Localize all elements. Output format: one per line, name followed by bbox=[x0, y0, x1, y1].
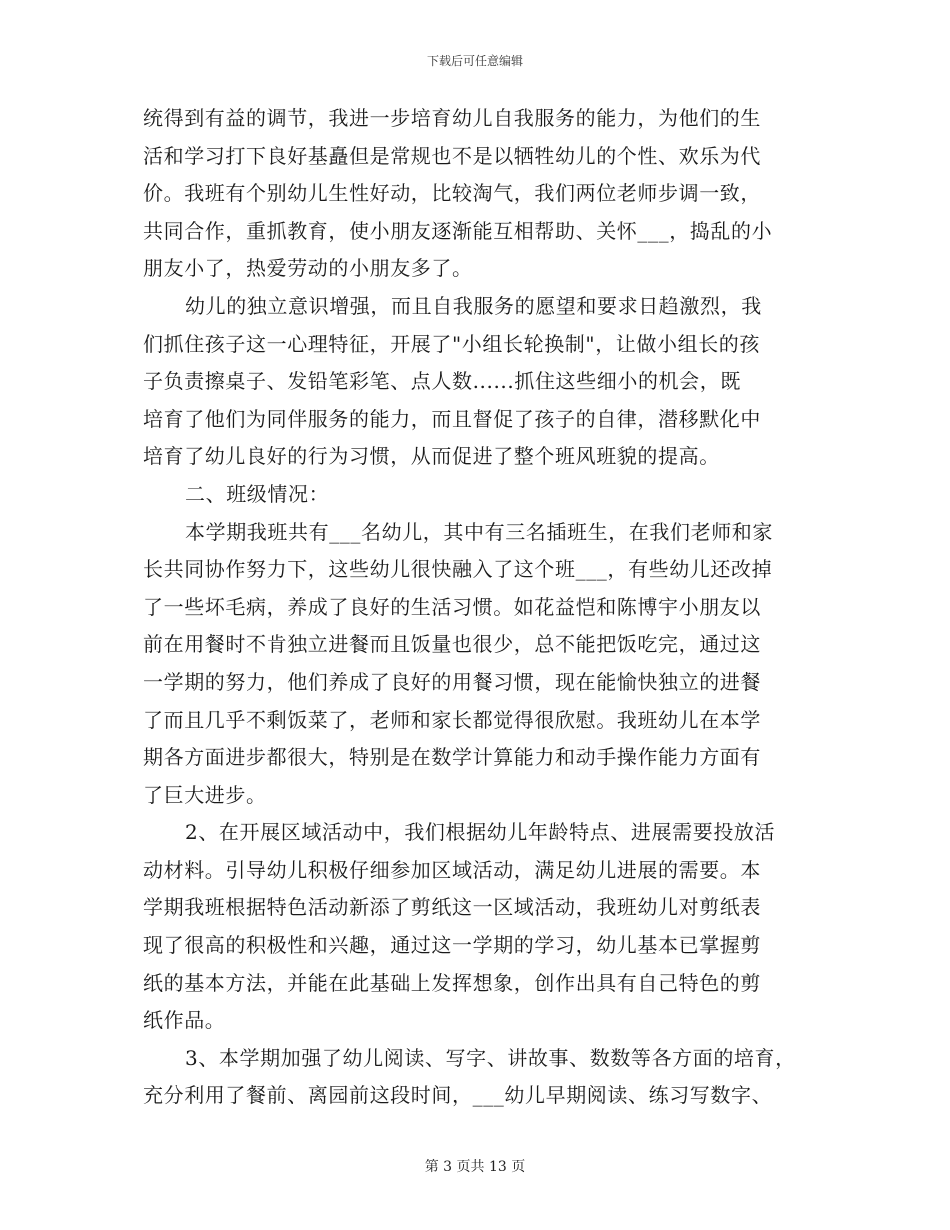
paragraph-line: 纸的基本方法，并能在此基础上发挥想象，创作出具有自己特色的剪 bbox=[143, 970, 761, 995]
paragraph-line: 幼儿的独立意识增强，而且自我服务的愿望和要求日趋激烈，我 bbox=[185, 293, 762, 318]
paragraph-line: 2、在开展区域活动中，我们根据幼儿年龄特点、进展需要投放活 bbox=[185, 820, 776, 845]
paragraph-line: 现了很高的积极性和兴趣，通过这一学期的学习，幼儿基本已掌握剪 bbox=[143, 933, 761, 958]
paragraph-line: 培育了幼儿良好的行为习惯，从而促进了整个班风班貌的提高。 bbox=[143, 444, 720, 469]
paragraph-line: 前在用餐时不肯独立进餐而且饭量也很少，总不能把饭吃完，通过这 bbox=[143, 632, 761, 657]
paragraph-line: 动材料。引导幼儿积极仔细参加区域活动，满足幼儿进展的需要。本 bbox=[143, 857, 761, 882]
paragraph-line: 学期我班根据特色活动新添了剪纸这一区域活动，我班幼儿对剪纸表 bbox=[143, 895, 761, 920]
document-body bbox=[143, 100, 803, 1115]
paragraph-line: 们抓住孩子这一心理特征，开展了"小组长轮换制"，让做小组长的孩 bbox=[143, 331, 760, 356]
paragraph-line: 统得到有益的调节，我进一步培育幼儿自我服务的能力，为他们的生 bbox=[143, 106, 761, 130]
paragraph-line: 了而且几乎不剩饭菜了，老师和家长都觉得很欣慰。我班幼儿在本学 bbox=[143, 707, 761, 732]
page-header: 下载后可任意编辑 bbox=[426, 54, 523, 68]
paragraph-line: 价。我班有个别幼儿生性好动，比较淘气，我们两位老师步调一致， bbox=[143, 181, 761, 206]
paragraph-line: 长共同协作努力下，这些幼儿很快融入了这个班___，有些幼儿还改掉 bbox=[143, 557, 773, 582]
paragraph-line: 期各方面进步都很大，特别是在数学计算能力和动手操作能力方面有 bbox=[143, 745, 761, 770]
paragraph-line: 一学期的努力，他们养成了良好的用餐习惯，现在能愉快独立的进餐 bbox=[143, 669, 761, 694]
paragraph-line: 朋友小了，热爱劳动的小朋友多了。 bbox=[143, 256, 473, 281]
paragraph-line: 充分利用了餐前、离园前这段时间，___幼儿早期阅读、练习写数字、 bbox=[143, 1083, 773, 1108]
paragraph-line: 共同合作，重抓教育，使小朋友逐渐能互相帮助、关怀___，捣乱的小 bbox=[143, 218, 773, 243]
paragraph-line: 3、本学期加强了幼儿阅读、写字、讲故事、数数等各方面的培育， bbox=[185, 1045, 796, 1070]
paragraph-line: 活和学习打下良好基矗但是常规也不是以牺牲幼儿的个性、欢乐为代 bbox=[143, 143, 761, 168]
paragraph-line: 了一些坏毛病，养成了良好的生活习惯。如花益恺和陈博宇小朋友以 bbox=[143, 594, 761, 619]
paragraph-line: 子负责擦桌子、发铅笔彩笔、点人数......抓住这些细小的机会，既 bbox=[143, 369, 741, 394]
paragraph-line: 纸作品。 bbox=[143, 1008, 226, 1033]
paragraph-line: 培育了他们为同伴服务的能力，而且督促了孩子的自律，潜移默化中 bbox=[143, 406, 761, 431]
section-heading: 二、班级情况： bbox=[185, 481, 330, 506]
page-footer: 第 3 页共 13 页 bbox=[424, 1159, 526, 1175]
paragraph-line: 了巨大进步。 bbox=[143, 782, 267, 807]
paragraph-line: 本学期我班共有___名幼儿，其中有三名插班生，在我们老师和家 bbox=[185, 519, 773, 544]
